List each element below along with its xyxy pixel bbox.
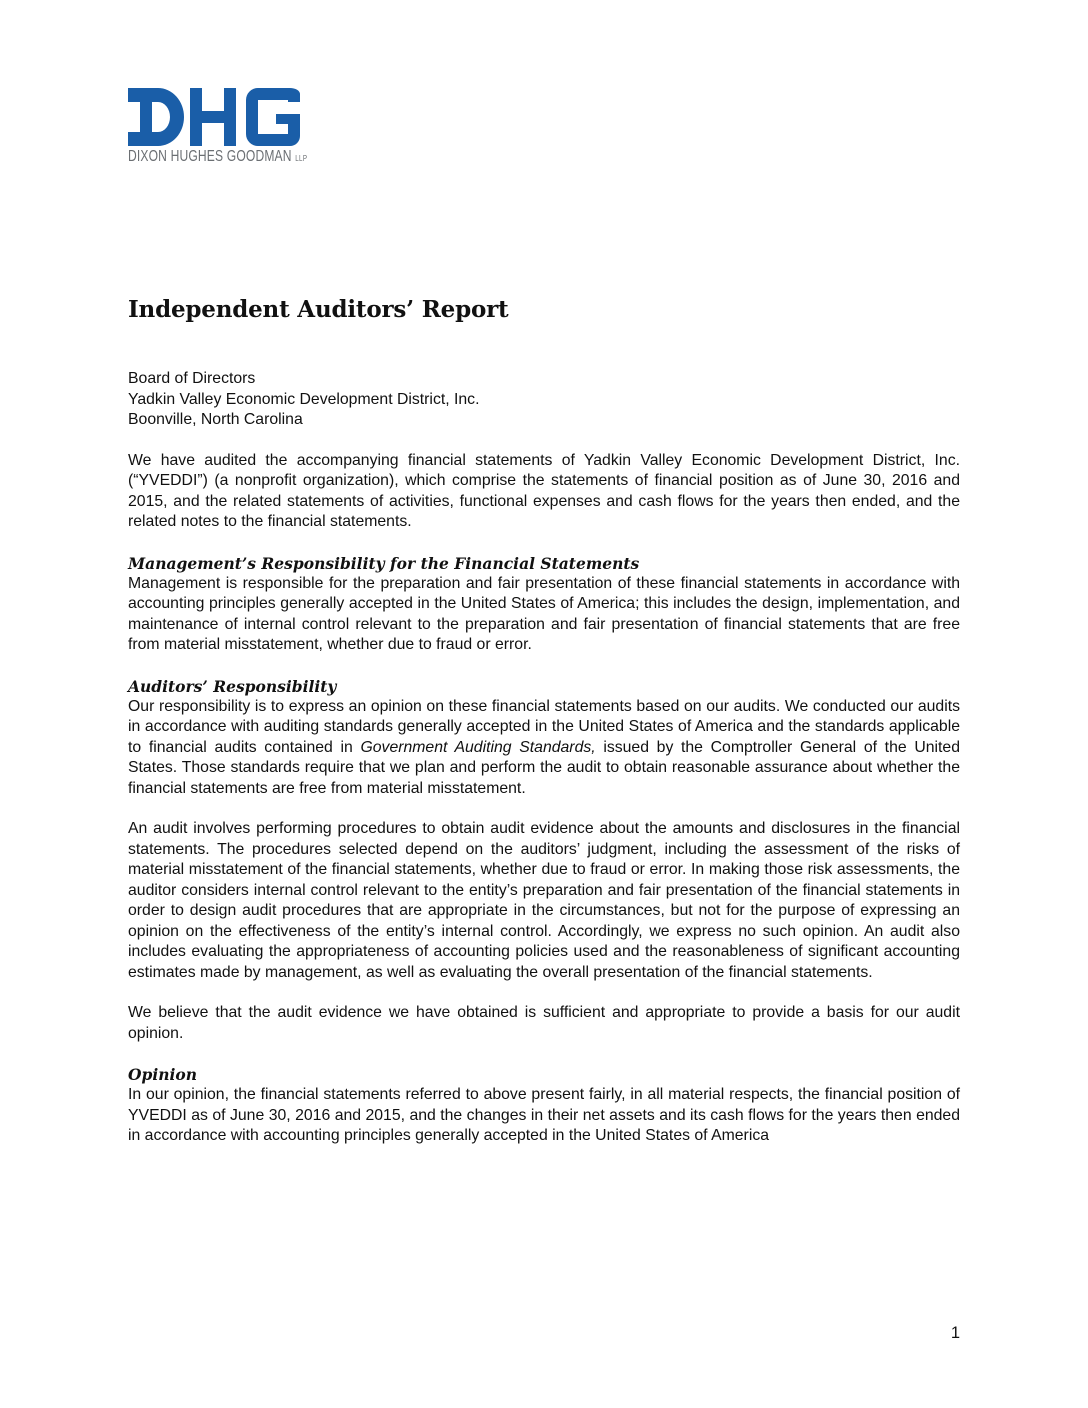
firm-logo <box>128 88 348 166</box>
opinion-paragraph: In our opinion, the financial statements referred to above present fairly, in all material respects, the financial position of YVEDDI as of June 30, 2016 and 2015, and the changes in their net assets and its cash flows for the years then ended in accordance with accounting principles generally accepted in the United States of America <box>128 1086 960 1144</box>
auditors-paragraph-3: We believe that the audit evidence we have obtained is sufficient and appropriate to provide a basis for our audit opinion. <box>128 1004 960 1042</box>
addressee-line: Boonville, North Carolina <box>128 411 303 428</box>
report-title: Independent Auditors’ Report <box>128 296 509 323</box>
addressee-line: Board of Directors <box>128 370 256 387</box>
management-heading: Management’s Responsibility for the Financial Statements <box>128 553 640 573</box>
opinion-heading: Opinion <box>128 1065 197 1084</box>
auditors-paragraph-2: An audit involves performing procedures to obtain audit evidence about the amounts and disclosures in the financial statements. The procedures selected depend on the auditors’ judgment, including the assessment of the risks of material misstatement of the financial statements, whether due to fraud or error. In making those risk assessments, the auditor considers internal control relevant to the entity’s preparation and fair presentation of the financial statements in order to design audit procedures that are appropriate in the circumstances, but not for the purpose of expressing an opinion on the effectiveness of the entity’s internal control. Accordingly, we express no such opinion. An audit also includes evaluating the appropriateness of accounting policies used and the reasonableness of significant accounting estimates made by management, as well as evaluating the overall presentation of the financial statements. <box>128 820 960 981</box>
intro-paragraph: We have audited the accompanying financial statements of Yadkin Valley Economic Development District, Inc. (“YVEDDI”) (a nonprofit organization), which comprise the statements of financial position as of June 30, 2016 and 2015, and the related statements of activities, functional expenses and cash flows for the years then ended, and the related notes to the financial statements. <box>128 451 960 530</box>
auditors-heading: Auditors’ Responsibility <box>128 676 337 696</box>
management-paragraph: Management is responsible for the preparation and fair presentation of these financial statements in accordance with accounting principles generally accepted in the United States of America; this includes the design, implementation, and maintenance of internal control relevant to the preparation and fair presentation of financial statements that are free from material misstatement, whether due to fraud or error. <box>128 574 960 653</box>
page-number: 1 <box>950 1324 960 1342</box>
firm-name: DIXON HUGHES GOODMAN LLP <box>128 148 308 165</box>
gas-reference: Government Auditing Standards, <box>360 738 596 756</box>
report-body <box>128 296 960 1147</box>
addressee-block <box>128 369 960 431</box>
dhg-logo-mark <box>128 88 300 146</box>
auditors-paragraph-1: Our responsibility is to express an opinion on these financial statements based on our audits. We conducted our audits in accordance with auditing standards generally accepted in the United States of America and the standards applicable to financial audits contained in Government Auditing Standards, issued by the Comptroller General of the United States. Those standards require that we plan and perform the audit to obtain reasonable assurance about whether the financial statements are free from material misstatement. <box>128 697 960 797</box>
addressee-line: Yadkin Valley Economic Development District, Inc. <box>128 390 480 408</box>
